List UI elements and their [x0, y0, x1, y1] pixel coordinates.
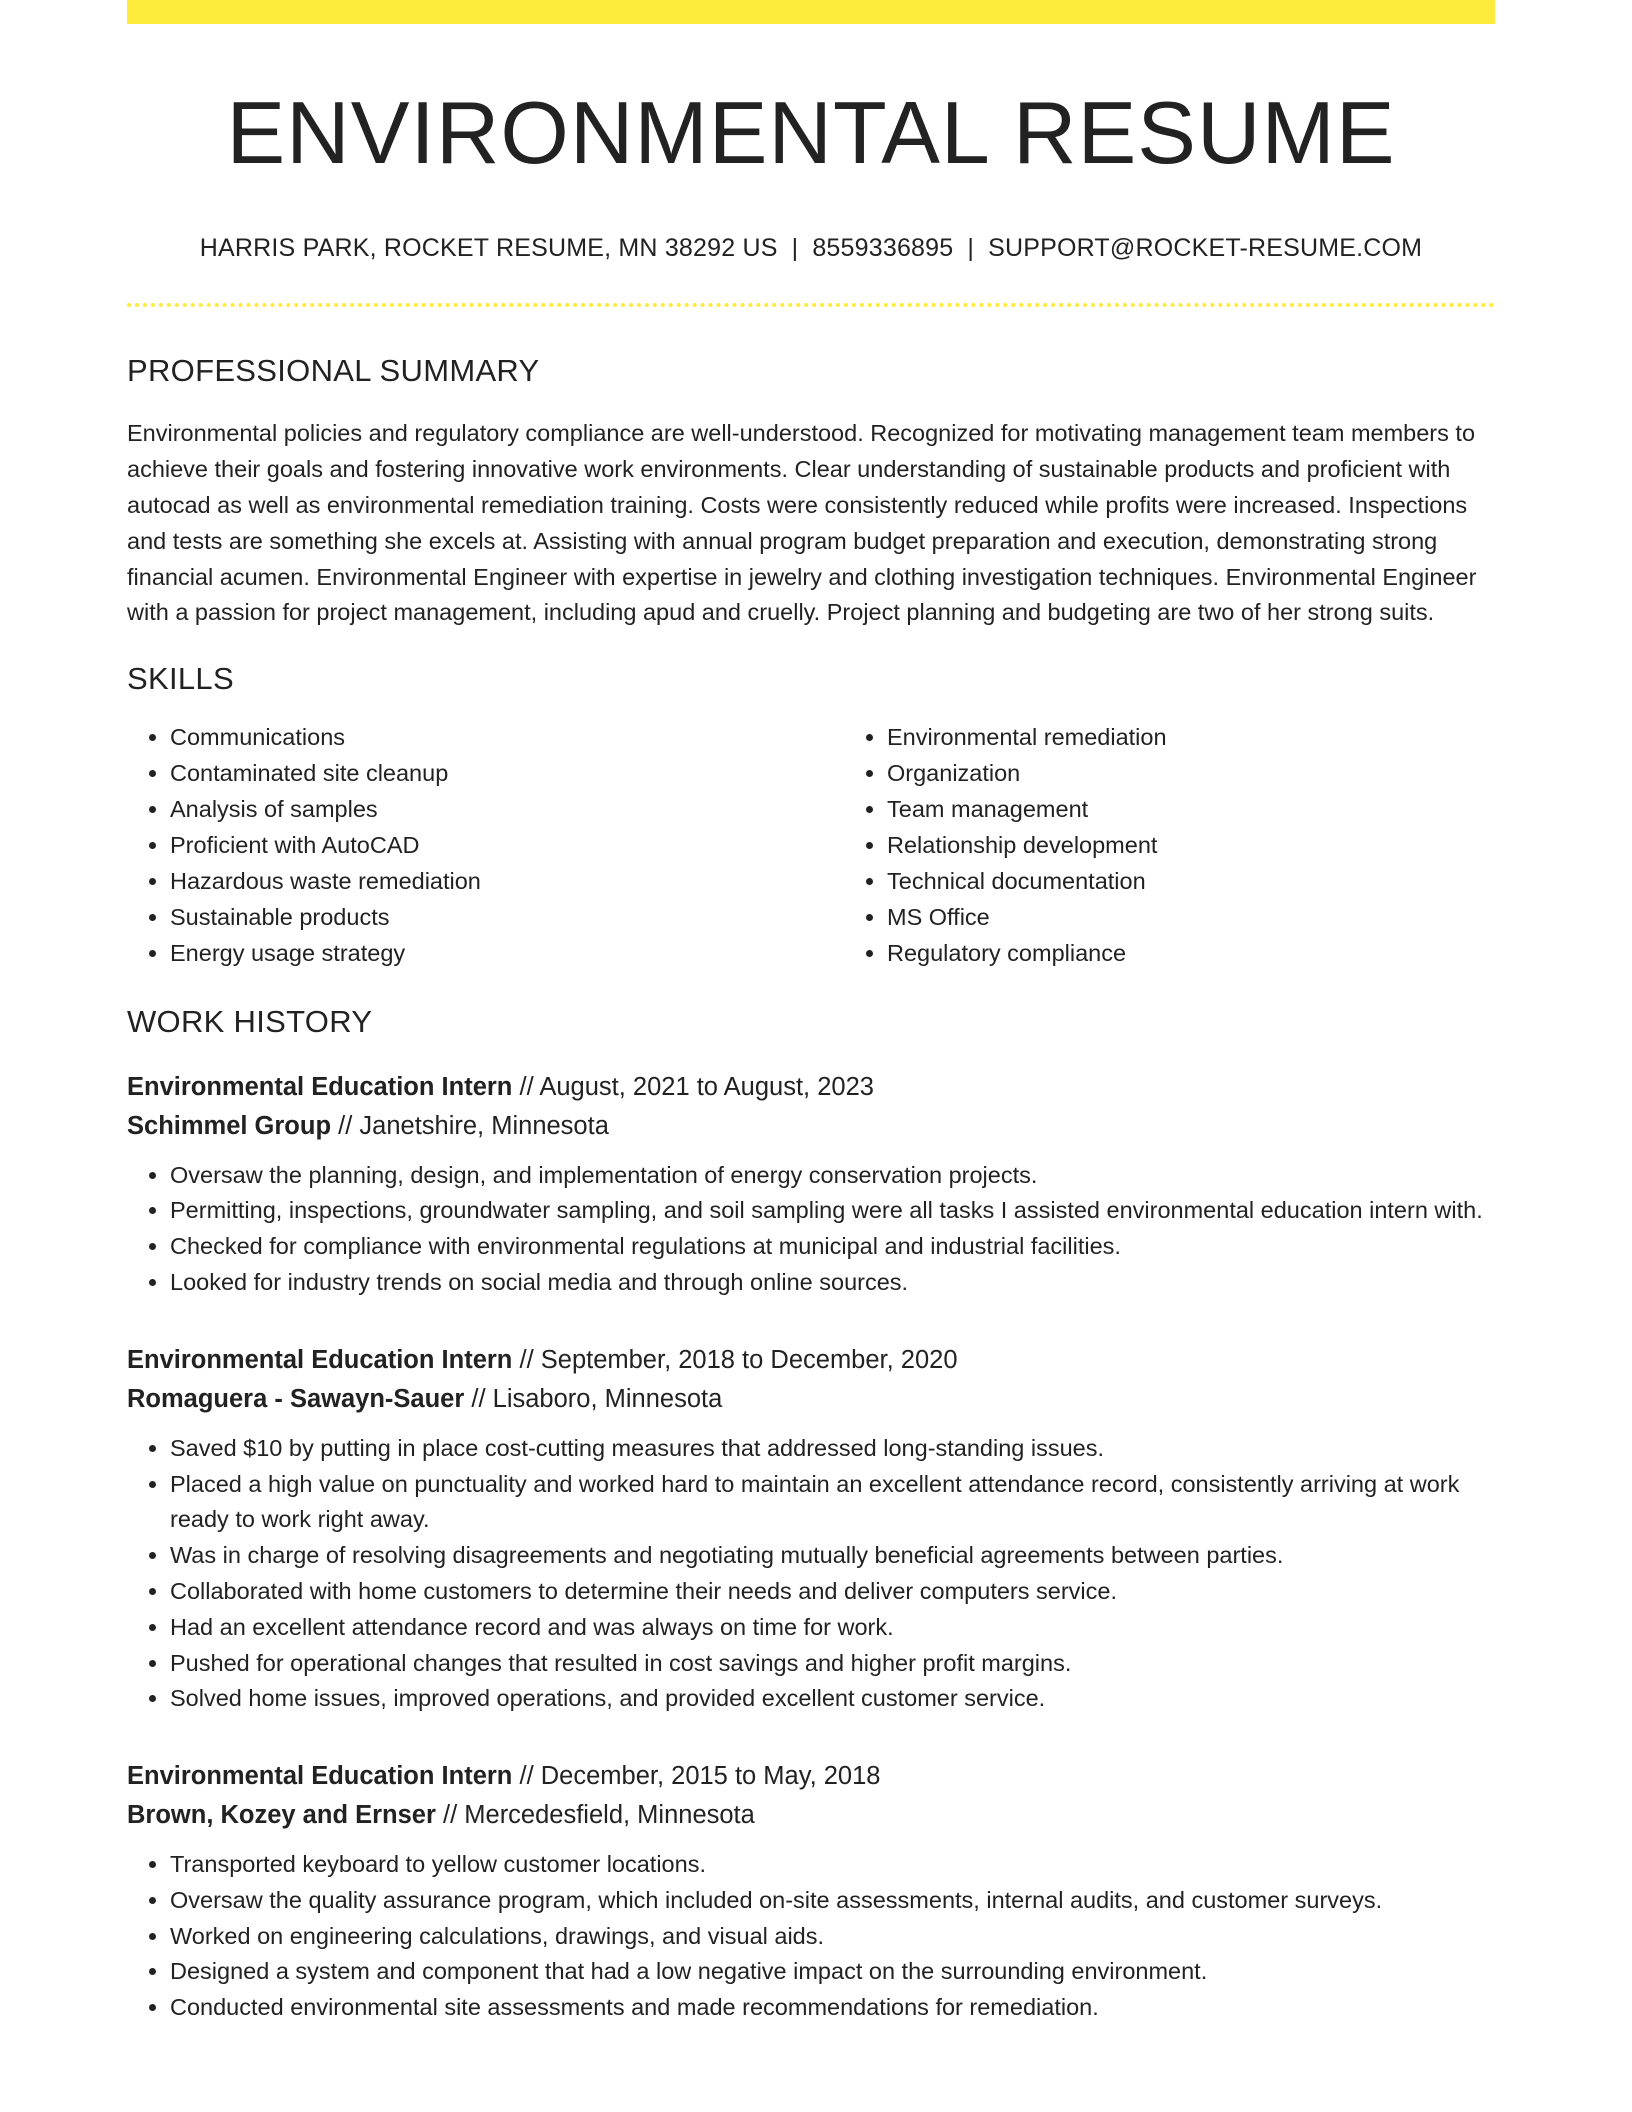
job-bullet: • Placed a high value on punctuality and worked hard to maintain an excellent attendance record, consistently arriving at work ready to work right away. [170, 1467, 1495, 1539]
skill-item: • MS Office [887, 899, 1495, 935]
job-location: Lisaboro, Minnesota [492, 1384, 723, 1413]
job-title: Environmental Education Intern [127, 1072, 513, 1101]
skills-heading: SKILLS [127, 661, 234, 697]
skill-item: • Regulatory compliance [887, 935, 1495, 971]
skill-item: • Communications [170, 719, 844, 755]
job-bullet: • Worked on engineering calculations, drawings, and visual aids. [170, 1919, 1495, 1955]
job-bullets [127, 1431, 1495, 1717]
job-bullet: • Designed a system and component that had a low negative impact on the surrounding environment. [170, 1954, 1495, 1990]
job-separator: // [338, 1111, 353, 1140]
summary-heading: PROFESSIONAL SUMMARY [127, 353, 540, 389]
job-company-line [127, 1796, 1495, 1835]
skill-item: • Sustainable products [170, 899, 844, 935]
skill-item: • Team management [887, 791, 1495, 827]
job-separator: // [519, 1345, 534, 1374]
job-title-line [127, 1341, 1495, 1380]
job-bullet: • Collaborated with home customers to determine their needs and deliver computers service. [170, 1574, 1495, 1610]
job-bullet: • Transported keyboard to yellow customer locations. [170, 1847, 1495, 1883]
job-title-line [127, 1757, 1495, 1796]
contact-line [127, 233, 1495, 263]
job-company: Brown, Kozey and Ernser [127, 1801, 436, 1830]
job-bullet: • Was in charge of resolving disagreements and negotiating mutually beneficial agreements between parties. [170, 1538, 1495, 1574]
contact-email: SUPPORT@ROCKET-RESUME.COM [988, 234, 1423, 263]
skills-column-right [844, 719, 1495, 971]
skills-column-left [127, 719, 844, 971]
skill-item: • Proficient with AutoCAD [170, 827, 844, 863]
job-entry [127, 1757, 1495, 2026]
skill-item: • Energy usage strategy [170, 935, 844, 971]
job-location: Janetshire, Minnesota [359, 1111, 609, 1140]
job-bullet: • Oversaw the quality assurance program, which included on-site assessments, internal audits, and customer surveys. [170, 1883, 1495, 1919]
job-company-line [127, 1107, 1495, 1146]
job-bullets [127, 1847, 1495, 2026]
job-bullet: • Oversaw the planning, design, and implementation of energy conservation projects. [170, 1158, 1495, 1194]
work-history-list [127, 1068, 1495, 2027]
skill-item: • Technical documentation [887, 863, 1495, 899]
job-company: Romaguera - Sawayn-Sauer [127, 1384, 465, 1413]
job-dates: August, 2021 to August, 2023 [539, 1072, 874, 1101]
job-title: Environmental Education Intern [127, 1345, 513, 1374]
job-company-line [127, 1380, 1495, 1419]
job-entry [127, 1068, 1495, 1301]
job-bullet: • Checked for compliance with environmental regulations at municipal and industrial facilities. [170, 1229, 1495, 1265]
skill-item: • Contaminated site cleanup [170, 755, 844, 791]
work-history-heading: WORK HISTORY [127, 1004, 373, 1040]
job-bullet: • Conducted environmental site assessments and made recommendations for remediation. [170, 1990, 1495, 2026]
top-accent-bar [127, 0, 1495, 24]
contact-phone: 8559336895 [812, 234, 954, 263]
job-entry [127, 1341, 1495, 1717]
job-dates: September, 2018 to December, 2020 [540, 1345, 958, 1374]
job-bullet: • Saved $10 by putting in place cost-cutting measures that addressed long-standing issues. [170, 1431, 1495, 1467]
job-separator: // [519, 1762, 534, 1791]
contact-separator: | [967, 234, 975, 263]
header-divider [127, 303, 1495, 307]
job-bullet: • Solved home issues, improved operations, and provided excellent customer service. [170, 1681, 1495, 1717]
skill-item: • Environmental remediation [887, 719, 1495, 755]
skill-item: • Relationship development [887, 827, 1495, 863]
job-bullets [127, 1158, 1495, 1301]
job-separator: // [519, 1072, 534, 1101]
job-location: Mercedesfield, Minnesota [464, 1801, 755, 1830]
contact-separator: | [791, 234, 799, 263]
job-bullet: • Permitting, inspections, groundwater sampling, and soil sampling were all tasks I assisted environmental education intern with. [170, 1193, 1495, 1229]
job-title-line [127, 1068, 1495, 1107]
summary-text: Environmental policies and regulatory compliance are well-understood. Recognized for motivating management team members to achieve their goals and fostering innovative work environments. Clear understanding of sustainable products and proficient with autocad as well as environmental remediation training. Costs were consistently reduced while profits were increased. Inspections and tests are something she excels at. Assisting with annual program budget preparation and execution, demonstrating strong financial acumen. Environmental Engineer with expertise in jewelry and clothing investigation techniques. Environmental Engineer with a passion for project management, including apud and cruelly. Project planning and budgeting are two of her strong suits. [127, 420, 1477, 626]
skill-item: • Organization [887, 755, 1495, 791]
job-separator: // [443, 1801, 458, 1830]
job-bullet: • Looked for industry trends on social media and through online sources. [170, 1265, 1495, 1301]
job-bullet: • Had an excellent attendance record and was always on time for work. [170, 1610, 1495, 1646]
job-separator: // [471, 1384, 486, 1413]
job-bullet: • Pushed for operational changes that resulted in cost savings and higher profit margins. [170, 1646, 1495, 1682]
job-company: Schimmel Group [127, 1111, 332, 1140]
skills-list [127, 719, 1495, 971]
resume-title: ENVIRONMENTAL RESUME [226, 83, 1396, 182]
job-title: Environmental Education Intern [127, 1762, 513, 1791]
job-dates: December, 2015 to May, 2018 [540, 1762, 881, 1791]
skill-item: • Analysis of samples [170, 791, 844, 827]
skill-item: • Hazardous waste remediation [170, 863, 844, 899]
resume-page [127, 0, 1495, 2026]
contact-address: HARRIS PARK, ROCKET RESUME, MN 38292 US [199, 234, 778, 263]
